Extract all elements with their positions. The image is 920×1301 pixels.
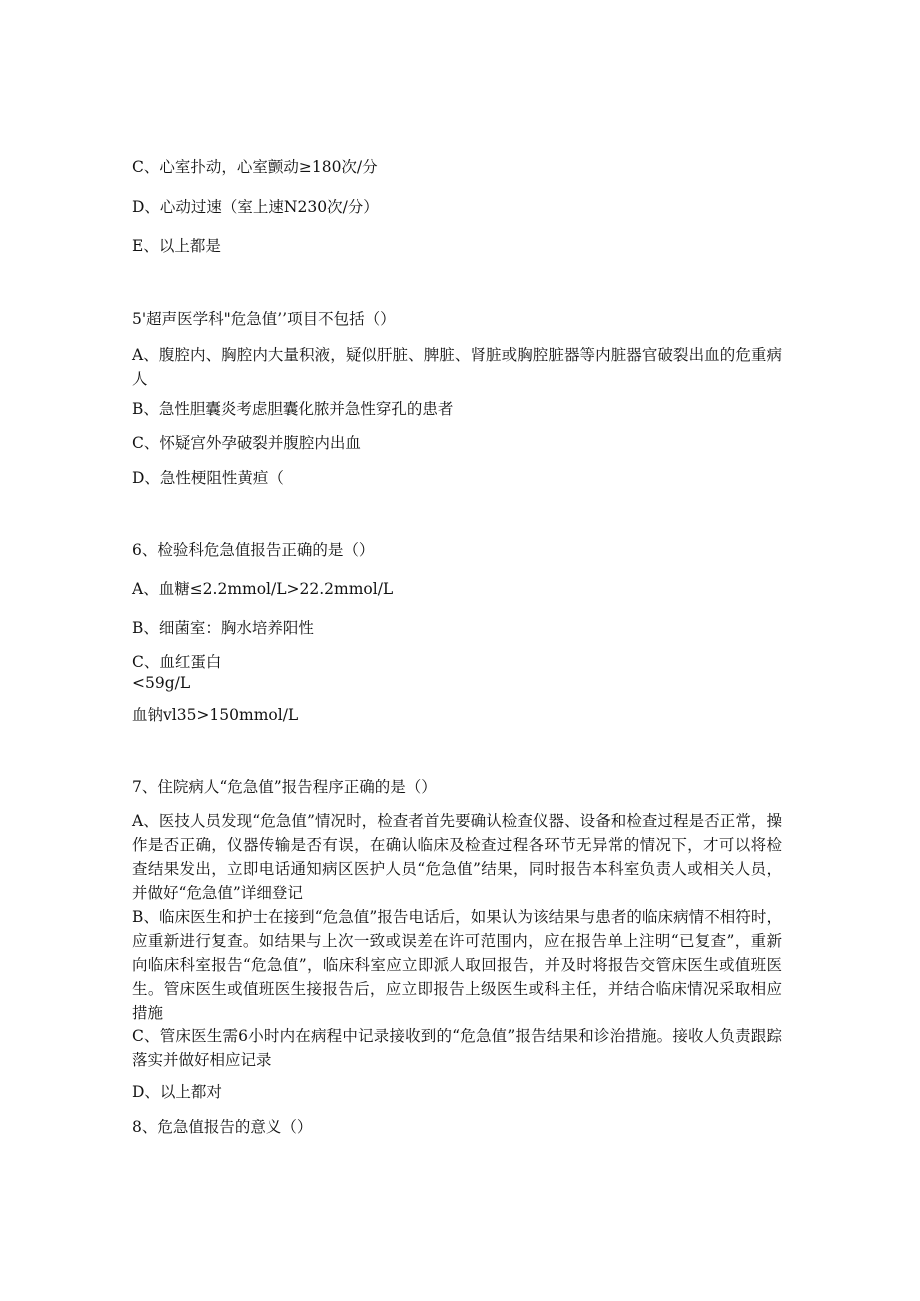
q7-option-a: A、医技人员发现“危急值”情况时，检查者首先要确认检查仪器、设备和检查过程是否正常，操作是否正确，仪器传输是否有误，在确认临床及检查过程各环节无异常的情况下，才可以将检查结果发出，立即电话通知病区医护人员“危急值”结果，同时报告本科室负责人或相关人员，并做好“危急值”详细登记 [132, 812, 782, 902]
q6-extra-line: 血钠vl35>150mmol/L [132, 706, 299, 724]
q5-option-a: A、腹腔内、胸腔内大量积液，疑似肝脏、脾脏、肾脏或胸腔脏器等内脏器官破裂出血的危重病人 [132, 346, 782, 388]
q6-option-b: B、细菌室：胸水培养阳性 [132, 619, 314, 637]
q6-question: 6、检验科危急值报告正确的是（） [132, 541, 375, 559]
q6-option-c-value: <59g/L [132, 674, 191, 692]
q5-question: 5'超声医学科"危急值’’项目不包括（） [132, 310, 396, 328]
q4-option-d: D、心动过速（室上速N230次/分） [132, 198, 379, 216]
q4-option-c: C、心室扑动，心室颤动≥180次/分 [132, 158, 378, 176]
q7-option-c: C、管床医生需6小时内在病程中记录接收到的“危急值”报告结果和诊治措施。接收人负责跟踪落实并做好相应记录 [132, 1027, 782, 1069]
q7-option-b: B、临床医生和护士在接到“危急值”报告电话后，如果认为该结果与患者的临床病情不相符时，应重新进行复查。如结果与上次一致或误差在许可范围内，应在报告单上注明“已复查”，重新向临床科室报告“危急值”，临床科室应立即派人取回报告，并及时将报告交管床医生或值班医生。管床医生或值班医生接报告后，应立即报告上级医生或科主任，并结合临床情况采取相应措施 [132, 908, 782, 1022]
q6-option-a: A、血糖≤2.2mmol/L>22.2mmol/L [132, 580, 394, 598]
q5-option-b: B、急性胆囊炎考虑胆囊化脓并急性穿孔的患者 [132, 400, 454, 418]
q8-question: 8、危急值报告的意义（） [132, 1118, 313, 1136]
q4-option-e: E、以上都是 [132, 237, 221, 255]
q5-option-c: C、怀疑宫外孕破裂并腹腔内出血 [132, 434, 361, 452]
q7-option-d: D、以上都对 [132, 1083, 222, 1101]
q5-option-d: D、急性梗阻性黄疸（ [132, 469, 284, 487]
q7-question: 7、住院病人“危急值”报告程序正确的是（） [132, 778, 437, 796]
q6-option-c: C、血红蛋白 [132, 653, 222, 671]
